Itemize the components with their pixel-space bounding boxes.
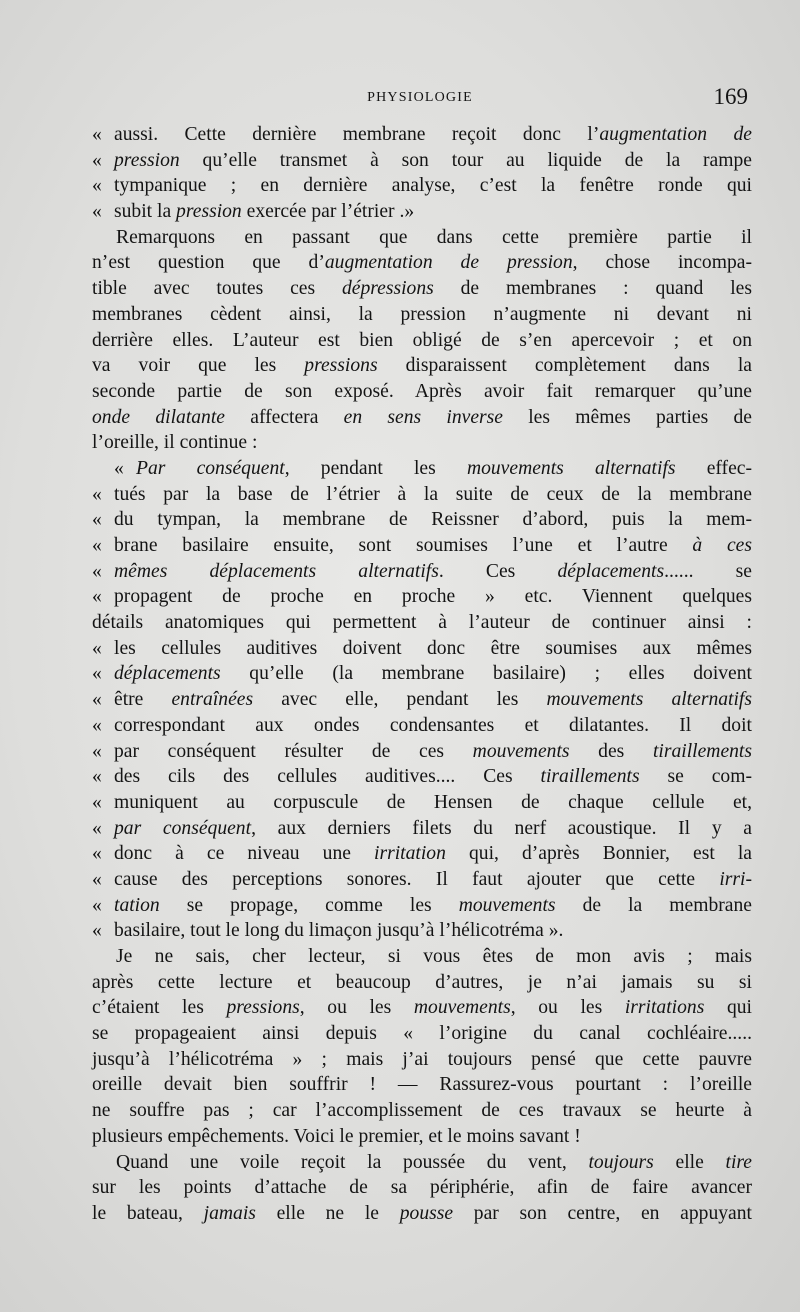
text-line (92, 1098, 752, 1124)
text-segment: sur les points d’attache de sa périphérie, afin de faire avancer (92, 1177, 752, 1199)
text-segment: par son centre, en appuyant (453, 1202, 752, 1224)
text-line (92, 533, 752, 559)
text-line (92, 430, 752, 456)
page-number: 169 (713, 84, 748, 109)
text-segment: va voir que les (92, 355, 305, 377)
text-segment: ne souffre pas ; car l’accomplissement de ces travaux se heurte à (92, 1100, 752, 1122)
text-segment: se propage, comme les (159, 894, 459, 916)
text-segment: elle ne le (255, 1202, 400, 1224)
text-line (92, 893, 752, 919)
italic-text: mouvements alternatifs (546, 689, 752, 711)
text-segment: donc à ce niveau une (114, 843, 375, 865)
text-segment: propagent de proche en proche » etc. Viennent quelques (114, 586, 752, 608)
text-segment: basilaire, tout le long du limaçon jusqu’à l’hélicotréma ». (114, 920, 564, 942)
italic-text: par conséquent (114, 817, 252, 839)
italic-text: à ces (692, 535, 752, 556)
text-segment: qu’elle transmet à son tour au liquide de la rampe (179, 149, 752, 171)
italic-text: tire (725, 1151, 752, 1173)
text-segment: avec elle, pendant les (253, 689, 547, 711)
text-line (92, 995, 752, 1021)
text-segment: , chose incompa- (572, 252, 752, 274)
text-line (92, 379, 752, 405)
text-segment: , aux derniers filets du nerf acoustique. Il y a (251, 817, 752, 839)
italic-text: augmentation de pression (324, 252, 573, 274)
quote-mark: « (92, 175, 102, 197)
text-line (92, 1021, 752, 1047)
text-segment: , ou les (299, 997, 414, 1019)
text-segment: membranes cèdent ainsi, la pression n’augmente ni devant ni (92, 303, 752, 325)
text-segment: détails anatomiques qui permettent à l’auteur de continuer ainsi : (92, 612, 752, 634)
text-segment: n’est question que d’ (92, 252, 325, 274)
text-segment: qui, d’après Bonnier, est la (445, 843, 752, 865)
text-line (92, 1150, 752, 1176)
italic-text: tiraillements (652, 740, 753, 762)
text-line (92, 173, 752, 199)
text-line (92, 764, 752, 790)
italic-text: mouvements (458, 894, 556, 916)
text-segment: Quand une voile reçoit la poussée du vent, (116, 1151, 589, 1173)
quote-mark: « (92, 689, 102, 711)
text-line (92, 1047, 752, 1073)
text-segment: Je ne sais, cher lecteur, si vous êtes de mon avis ; mais (116, 946, 752, 967)
text-segment: de la membrane (555, 894, 752, 916)
quote-mark: « (92, 920, 102, 942)
text-line (92, 456, 752, 482)
text-segment: Remarquons en passant que dans cette première partie il (116, 226, 752, 248)
text-line (92, 1124, 752, 1150)
italic-text: mouvements alternatifs (466, 457, 676, 479)
italic-text: pressions (226, 997, 300, 1019)
text-segment: correspondant aux ondes condensantes et dilatantes. Il doit (114, 714, 752, 736)
text-segment: brane basilaire ensuite, sont soumises l’une et l’autre (114, 535, 693, 556)
text-segment: du tympan, la membrane de Reissner d’abord, puis la mem- (114, 509, 752, 531)
text-segment: des cils des cellules auditives.... Ces (114, 766, 541, 788)
text-segment: tympanique ; en dernière analyse, c’est la fenêtre ronde qui (114, 175, 752, 197)
text-line (92, 405, 752, 431)
text-segment: elle (653, 1151, 726, 1173)
body-text (92, 122, 752, 1227)
quote-mark: « (92, 509, 102, 531)
italic-text: tation (114, 894, 160, 916)
italic-text: Par conséquent (136, 457, 285, 479)
text-line (92, 328, 752, 354)
italic-text: mêmes déplacements alternatifs (114, 560, 439, 582)
quote-mark: « (92, 560, 102, 582)
italic-text: mouvements (472, 740, 570, 762)
quote-mark: « (92, 740, 102, 762)
italic-text: jamais (203, 1202, 256, 1224)
text-line (92, 713, 752, 739)
text-segment: tués par la base de l’étrier à la suite de ceux de la membrane (114, 483, 752, 505)
text-segment: . Ces (438, 560, 558, 582)
italic-text: toujours (588, 1151, 654, 1173)
italic-text: augmentation de (599, 124, 752, 145)
text-segment: muniquent au corpuscule de Hensen de chaque cellule et, (114, 791, 752, 813)
text-line (92, 1201, 752, 1227)
text-line (92, 1072, 752, 1098)
text-line (92, 867, 752, 893)
italic-text: entraînées (171, 689, 254, 711)
quote-mark: « (92, 663, 102, 685)
running-head: PHYSIOLOGIE (367, 90, 473, 105)
text-segment: les mêmes parties de (502, 406, 752, 428)
text-line (92, 687, 752, 713)
page-header (92, 86, 748, 114)
text-line (92, 1175, 752, 1201)
text-segment: exercée par l’étrier .» (241, 201, 415, 223)
text-segment: l’oreille, il continue : (92, 432, 258, 454)
text-line (92, 636, 752, 662)
text-segment: affectera (225, 406, 344, 428)
text-line (92, 353, 752, 379)
text-line (92, 918, 752, 944)
text-line (92, 944, 752, 970)
italic-text: pressions (304, 355, 378, 377)
quote-mark: « (92, 535, 102, 556)
text-line (92, 482, 752, 508)
italic-text: irritations (624, 997, 705, 1019)
text-segment: c’étaient les (92, 997, 227, 1019)
text-segment: se propageaient ainsi depuis « l’origine du canal cochléaire..... (92, 1023, 752, 1045)
italic-text: pression (114, 149, 180, 171)
text-line (92, 841, 752, 867)
text-line (92, 584, 752, 610)
text-segment: qu’elle (la membrane basilaire) ; elles doivent (220, 663, 752, 685)
quote-mark: « (92, 637, 102, 659)
quote-mark: « (92, 124, 102, 145)
text-segment: subit la (114, 201, 177, 223)
italic-text: déplacements (114, 663, 221, 685)
quote-mark: « (92, 894, 102, 916)
text-line (92, 559, 752, 585)
text-line (92, 225, 752, 251)
text-segment: ...... se (664, 560, 752, 582)
italic-text: mouvements (413, 997, 511, 1019)
text-segment: disparaissent complètement dans la (377, 355, 752, 377)
text-segment: aussi. Cette dernière membrane reçoit donc l’ (114, 124, 600, 145)
text-line (92, 970, 752, 996)
text-line (92, 302, 752, 328)
text-segment: seconde partie de son exposé. Après avoir fait remarquer qu’une (92, 380, 752, 402)
text-segment: des (569, 740, 653, 762)
text-segment: se com- (639, 766, 752, 788)
quote-mark: « (92, 714, 102, 736)
quote-mark: « (92, 868, 102, 890)
text-line (92, 199, 752, 225)
quote-mark: « (92, 586, 102, 608)
quote-mark: « (114, 457, 124, 479)
text-segment: cause des perceptions sonores. Il faut ajouter que cette (114, 868, 720, 890)
text-line (92, 661, 752, 687)
text-segment: qui (704, 997, 752, 1019)
quote-mark: « (92, 791, 102, 813)
text-line (92, 507, 752, 533)
text-line (92, 148, 752, 174)
text-segment: après cette lecture et beaucoup d’autres, je n’ai jamais su si (92, 971, 752, 993)
italic-text: déplacements (557, 560, 665, 582)
text-segment: plusieurs empêchements. Voici le premier, et le moins savant ! (92, 1125, 581, 1147)
quote-mark: « (92, 817, 102, 839)
italic-text: tiraillements (540, 766, 640, 788)
italic-text: en sens inverse (343, 406, 503, 428)
italic-text: pression (176, 201, 242, 223)
quote-mark: « (92, 766, 102, 788)
text-segment: tible avec toutes ces (92, 278, 342, 300)
text-line (92, 122, 752, 148)
quote-mark: « (92, 149, 102, 171)
text-line (92, 610, 752, 636)
italic-text: dépressions (341, 278, 434, 300)
text-segment: par conséquent résulter de ces (114, 740, 473, 762)
text-segment: , ou les (510, 997, 625, 1019)
quote-mark: « (92, 483, 102, 505)
text-segment: le bateau, (92, 1202, 204, 1224)
text-segment: effec- (675, 457, 752, 479)
text-segment: oreille devait bien souffrir ! — Rassurez-vous pourtant : l’oreille (92, 1074, 752, 1096)
text-line (92, 276, 752, 302)
italic-text: irritation (374, 843, 446, 865)
italic-text: pousse (399, 1202, 454, 1224)
text-line (92, 816, 752, 842)
italic-text: onde dilatante (92, 406, 225, 428)
text-segment: les cellules auditives doivent donc être soumises aux mêmes (114, 637, 752, 659)
text-segment: être (114, 689, 172, 711)
quote-mark: « (92, 843, 102, 865)
text-segment: derrière elles. L’auteur est bien obligé de s’en apercevoir ; et on (92, 329, 752, 351)
quote-mark: « (92, 201, 102, 223)
text-segment: de membranes : quand les (433, 278, 752, 300)
text-line (92, 790, 752, 816)
text-line (92, 739, 752, 765)
text-line (92, 250, 752, 276)
italic-text: irri- (719, 868, 752, 890)
text-segment: , pendant les (284, 457, 467, 479)
text-segment: jusqu’à l’hélicotréma » ; mais j’ai toujours pensé que cette pauvre (92, 1048, 752, 1070)
